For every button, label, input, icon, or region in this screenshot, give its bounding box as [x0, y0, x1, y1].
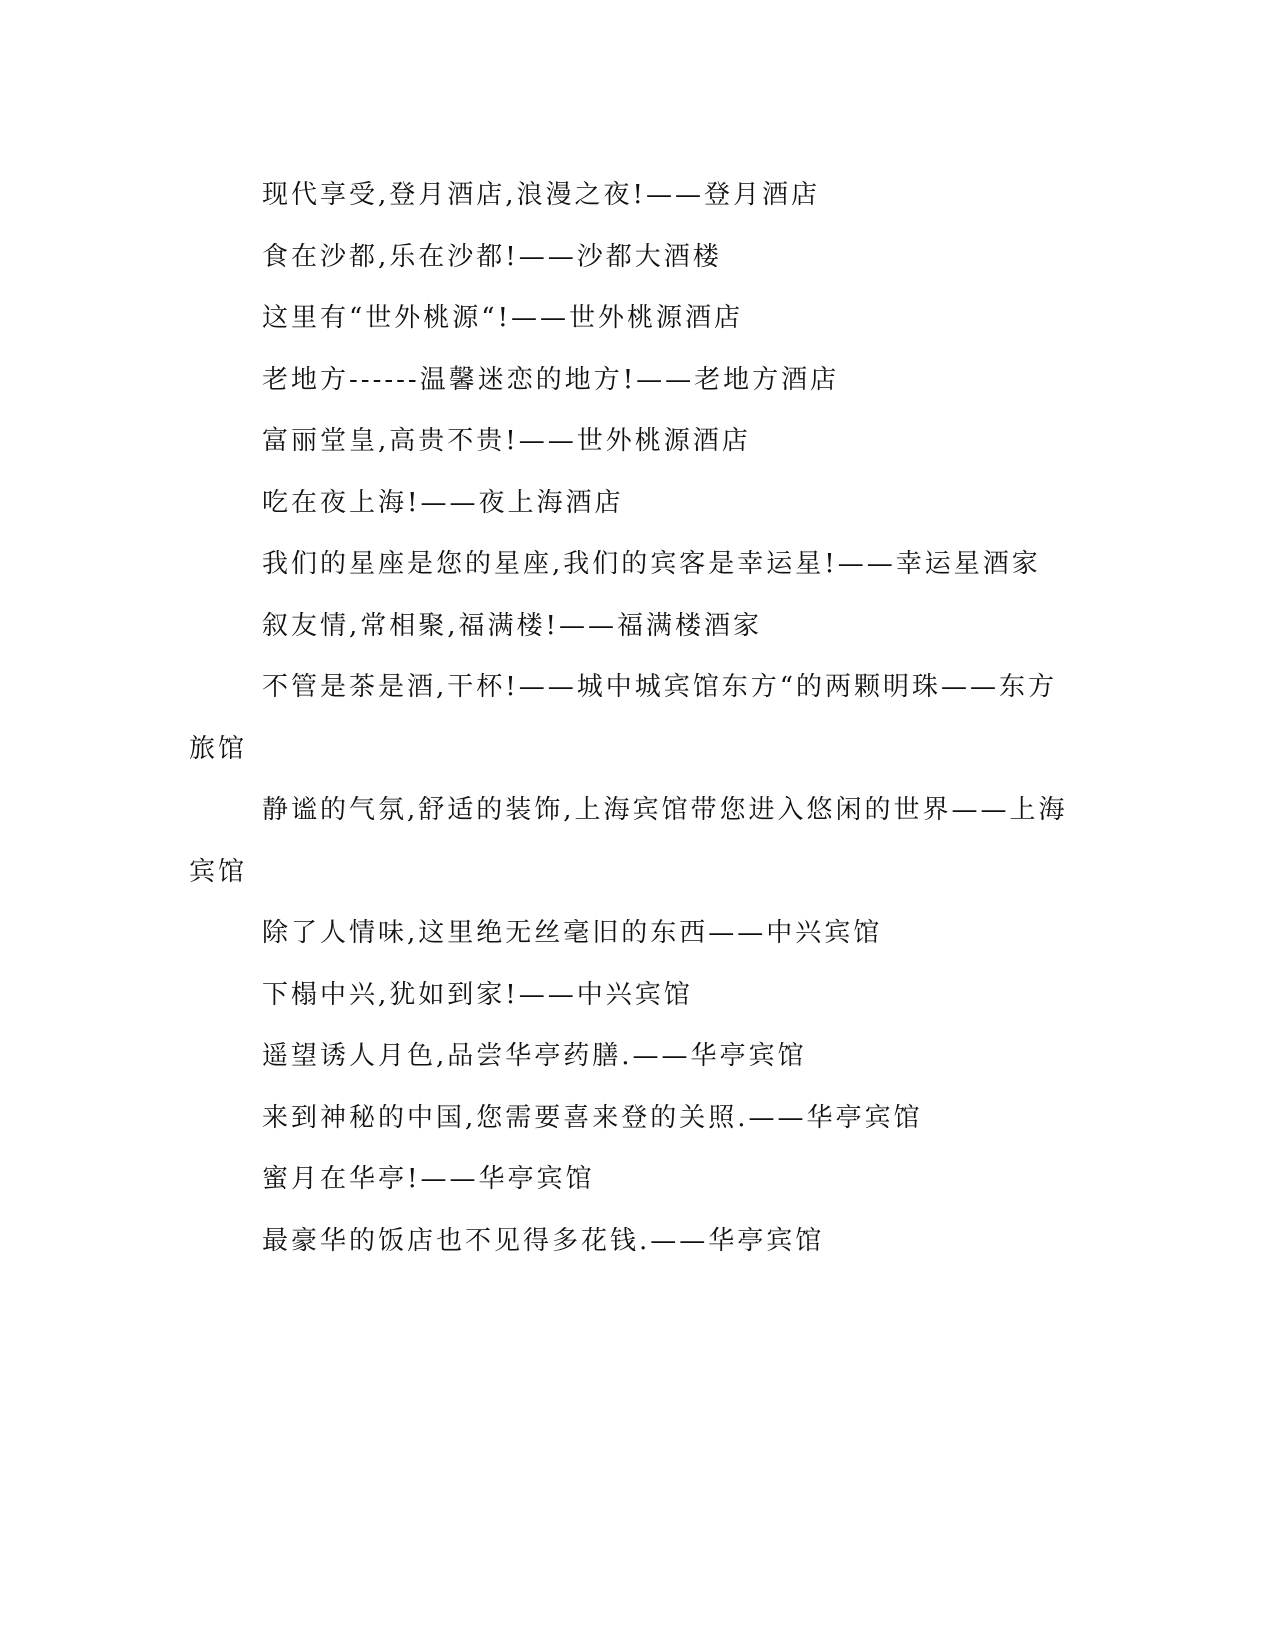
- slogan-paragraph: 我们的星座是您的星座,我们的宾客是幸运星!——幸运星酒家: [262, 549, 1041, 579]
- slogan-paragraph: 下榻中兴,犹如到家!——中兴宾馆: [262, 979, 693, 1010]
- slogan-paragraph: 最豪华的饭店也不见得多花钱.——华亭宾馆: [262, 1225, 825, 1256]
- slogan-paragraph: 除了人情味,这里绝无丝毫旧的东西——中兴宾馆: [262, 918, 883, 948]
- slogan-paragraph: 食在沙都,乐在沙都!——沙都大酒楼: [262, 241, 722, 272]
- slogan-paragraph: 老地方------温馨迷恋的地方!——老地方酒店: [262, 364, 840, 395]
- slogan-paragraph: 这里有“世外桃源“!——世外桃源酒店: [262, 303, 744, 333]
- slogan-paragraph: 来到神秘的中国,您需要喜来登的关照.——华亭宾馆: [262, 1102, 923, 1133]
- slogan-paragraph: 不管是茶是酒,干杯!——城中城宾馆东方“的两颗明珠——东方旅馆: [189, 672, 1058, 764]
- slogan-paragraph: 现代享受,登月酒店,浪漫之夜!——登月酒店: [262, 180, 820, 210]
- slogan-paragraph: 遥望诱人月色,品尝华亭药膳.——华亭宾馆: [262, 1041, 807, 1071]
- slogan-paragraph: 富丽堂皇,高贵不贵!——世外桃源酒店: [262, 426, 751, 456]
- slogan-paragraph: 叙友情,常相聚,福满楼!——福满楼酒家: [262, 610, 762, 641]
- slogan-paragraph: 静谧的气氛,舒适的装饰,上海宾馆带您进入悠闲的世界——上海宾馆: [189, 795, 1068, 887]
- document-body: [189, 165, 1069, 1272]
- slogan-paragraph: 吃在夜上海!——夜上海酒店: [262, 487, 624, 518]
- slogan-paragraph: 蜜月在华亭!——华亭宾馆: [262, 1164, 595, 1194]
